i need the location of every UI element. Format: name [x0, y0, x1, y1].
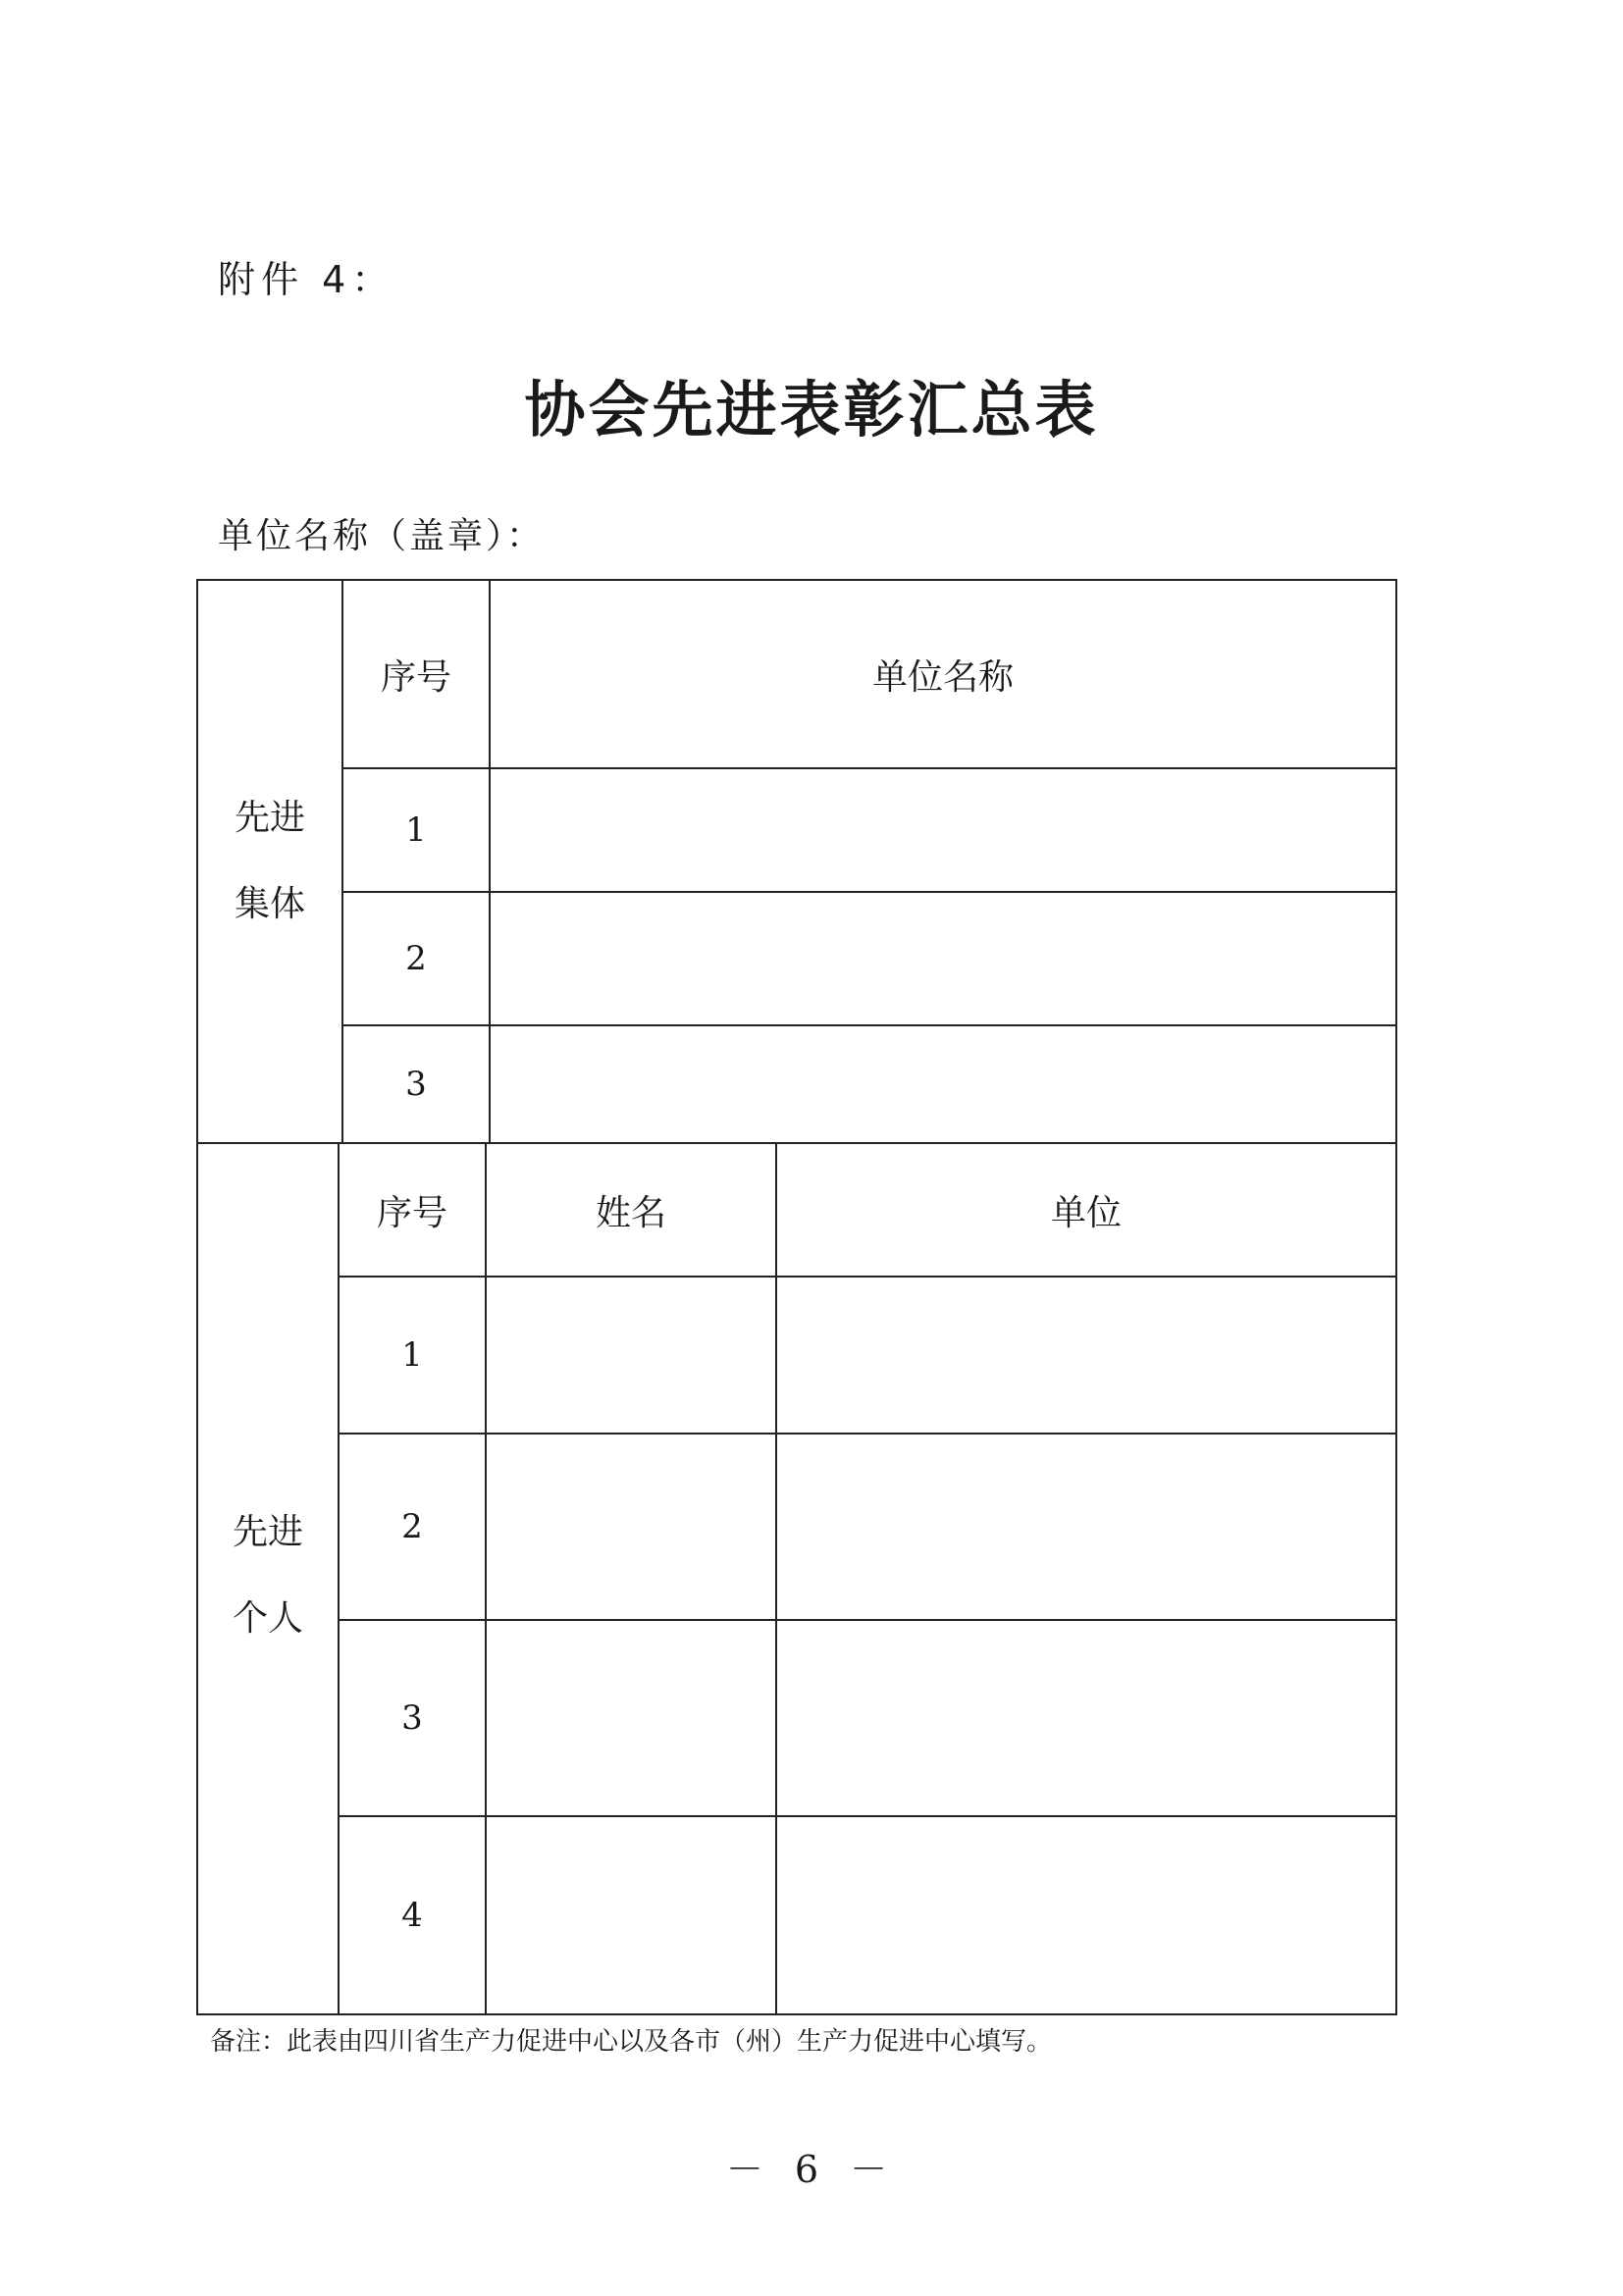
collective-row-line-1	[341, 767, 1397, 769]
collective-group-label	[198, 775, 341, 948]
individual-row-line-2	[338, 1433, 1397, 1435]
individual-row-line-3	[338, 1619, 1397, 1621]
collective-row-index: 2	[405, 939, 427, 978]
individual-row-index: 2	[401, 1507, 423, 1546]
collective-row-index: 1	[405, 810, 427, 850]
collective-header-unit: 单位名称	[871, 656, 1014, 698]
individual-group-label	[198, 1489, 338, 1662]
individual-row-index: 4	[401, 1896, 423, 1935]
individual-label-line1: 先进	[232, 1512, 303, 1552]
individual-header-name: 姓名	[595, 1192, 666, 1233]
page-title: 协会先进表彰汇总表	[524, 374, 1099, 445]
collective-row-index: 3	[405, 1065, 427, 1104]
individual-label-line2: 个人	[232, 1598, 303, 1639]
individual-row-line-1	[338, 1276, 1397, 1278]
individual-row-line-4	[338, 1815, 1397, 1817]
collective-label-line1: 先进	[234, 798, 305, 838]
attachment-label: 附件 4：	[218, 258, 395, 301]
collective-label-line2: 集体	[234, 884, 305, 924]
individual-row-index: 3	[401, 1698, 423, 1738]
collective-row-line-2	[341, 891, 1397, 893]
table-border-right	[1395, 579, 1397, 2015]
collective-row-line-3	[341, 1024, 1397, 1026]
individual-row-index: 1	[401, 1335, 423, 1375]
individual-header-index: 序号	[376, 1192, 447, 1233]
footnote: 备注：此表由四川省生产力促进中心以及各市（州）生产力促进中心填写。	[210, 2027, 1053, 2057]
table-border-bottom	[196, 2013, 1397, 2015]
unit-name-stamp-label: 单位名称（盖章）：	[218, 516, 546, 556]
collective-header-index: 序号	[380, 656, 451, 698]
page-number: － 6 －	[725, 2148, 898, 2191]
individual-header-unit: 单位	[1050, 1192, 1122, 1233]
